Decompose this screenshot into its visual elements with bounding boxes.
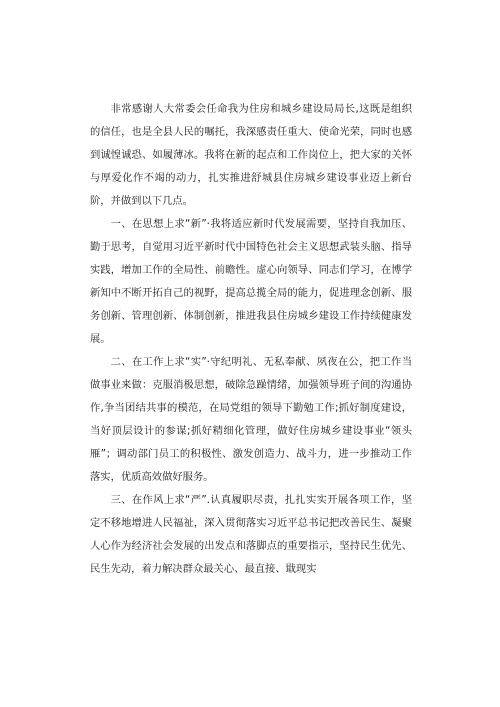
paragraph-work: 二、在工作上求“实”·守纪明礼、无私奉献、夙夜在公，把工作当做事业来做：克服消极思想，破除急躁情绪，加强领导班子间的沟通协作,争当团结共事的模范，在局党组的领导下勤勉工作;抓好制度建设，当好顶层设计的参谋;抓好精细化管理，做好住房城乡建设事业“领头雁”；调动部门员工的积极性、激发创造力、战斗力，进一步推动工作落实，优质高效做好服务。 bbox=[90, 356, 412, 483]
paragraph-style: 三、在作风上求“严”.认真履职尽责，扎扎实实开展各项工作，坚定不移地增进人民福祉，深入贯彻落实习近平总书记把改善民生、凝聚人心作为经济社会发展的出发点和落脚点的重要指示，坚持民生优先、民生先动，着力解决群众最关心、最直接、戢现实 bbox=[90, 494, 412, 575]
document-body bbox=[90, 98, 412, 581]
paragraph-intro: 非常感谢人大常委会任命我为住房和城乡建设局局长,这既是组织的信任，也是全县人民的嘱托，我深感责任重大、使命光荣，同时也感到诚惶诚恐、如履薄冰。我将在新的起点和工作岗位上，把大家的关怀与厚爱化作不竭的动力，扎实推进舒城县住房城乡建设事业迈上新台阶，并做到以下几点。 bbox=[90, 103, 412, 207]
paragraph-thought: 一、在思想上求“新”·我将适应新时代发展需要，坚持自我加压、勤于思考，自觉用习近平新时代中国特色社会主义思想武装头脑、指导实践，增加工作的全局性、前瞻性。虚心向领导、同志们学习，在博学新知中不断开拓自己的视野，提高总揽全局的能力，促进理念创新、服务创新、管理创新、体制创新，推进我县住房城乡建设工作持续健康发展。 bbox=[90, 218, 412, 345]
